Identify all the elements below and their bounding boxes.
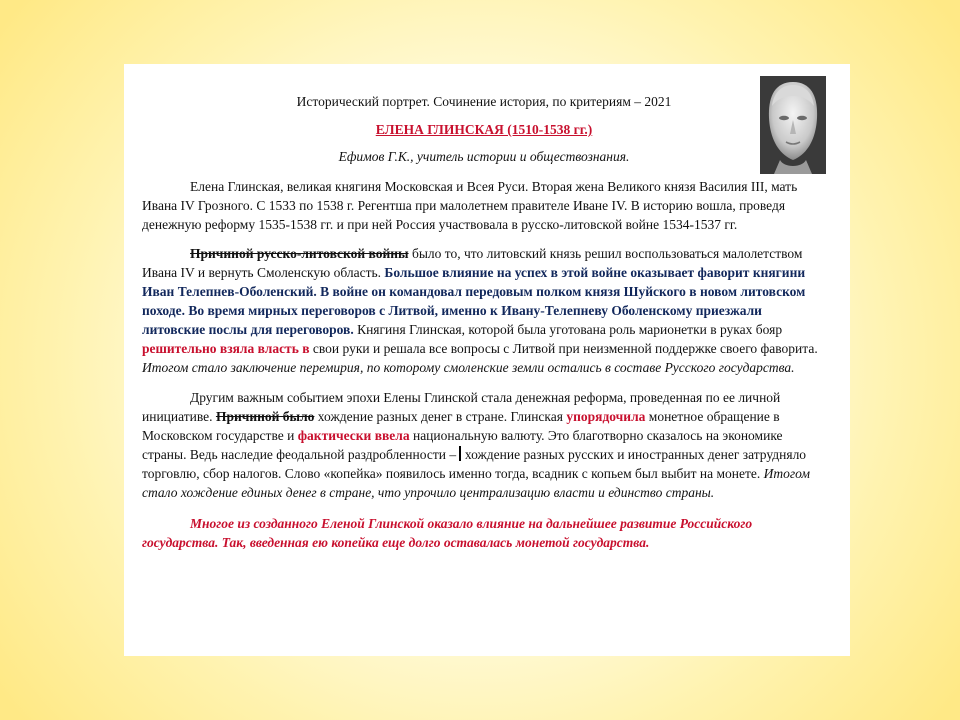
paragraph-reform xyxy=(142,388,826,502)
document-page xyxy=(124,64,850,656)
highlight-red-text: фактически ввела xyxy=(297,428,410,443)
paragraph-conclusion: Многое из созданного Еленой Глинской оказало влияние на дальнейшее развитие Российского государства. Так, введенная ею копейка еще долго оставалась монетой государства. xyxy=(142,516,753,550)
highlight-blue-text: Большое влияние на успех в этой войне оказывает фаворит княгини Иван Телепнев-Оболенский. В войне он командовал передовым полком князя Шуйского в новом литовском походе. Во время мирных переговоров с Литвой, именно к Ивану-Телепневу Оболенскому приезжали литовские послы для переговоров. xyxy=(142,265,806,337)
highlight-red-text: упорядочила xyxy=(566,409,646,424)
plain-text: Другим важным событием эпохи Елены Глинской стала денежная реформа, проведенная по ее личной инициативе. xyxy=(142,390,781,424)
plain-text: Княгиня Глинская, которой была уготована роль марионетки в руках бояр xyxy=(353,322,783,337)
struck-text: Причиной было xyxy=(215,409,315,424)
document-title: ЕЛЕНА ГЛИНСКАЯ (1510-1538 гг.) xyxy=(375,122,593,137)
plain-text: монетное обращение в Московском государстве и xyxy=(142,409,780,443)
plain-text: хождение разных русских и иностранных денег затрудняло торговлю, сбор налогов. Слово «копейка» появилось именно тогда, всадник с копьем был выбит на монете. xyxy=(142,447,807,481)
plain-text: было то, что литовский князь решил воспользоваться малолетством Ивана IV и вернуть Смоленскую область. xyxy=(142,246,803,280)
italic-conclusion-text: Итогом стало хождение единых денег в стране, что упрочило централизацию власти и единство страны. xyxy=(142,466,811,500)
highlight-red-text: решительно взяла власть в xyxy=(142,341,310,356)
plain-text: хождение разных денег в стране. Глинская xyxy=(314,409,567,424)
portrait-image xyxy=(760,76,826,174)
document-author: Ефимов Г.К., учитель истории и обществознания. xyxy=(338,149,630,164)
paragraph-war xyxy=(142,244,826,377)
paragraph-intro: Елена Глинская, великая княгиня Московская и Всея Руси. Вторая жена Великого князя Василия III, мать Ивана IV Грозного. С 1533 по 1538 г. Регентша при малолетнем правителе Иване IV. В историю вошла, проведя денежную реформу 1535-1538 гг. и при ней Россия участвовала в русско-литовской войне 1534-1537 гг. xyxy=(142,179,798,232)
struck-text: Причиной русско-литовской войны xyxy=(190,246,409,261)
plain-text: свои руки и решала все вопросы с Литвой при неизменной поддержке своего фаворита. xyxy=(309,341,818,356)
portrait-bust-icon xyxy=(760,76,826,174)
italic-conclusion-text: Итогом стало заключение перемирия, по которому смоленские земли остались в составе Русского государства. xyxy=(142,360,795,375)
document-header: Исторический портрет. Сочинение история, по критериям – 2021 xyxy=(296,94,672,109)
plain-text: национальную валюту. Это благотворно сказалось на экономике страны. Ведь наследие феодальной раздробленности – xyxy=(142,428,783,462)
